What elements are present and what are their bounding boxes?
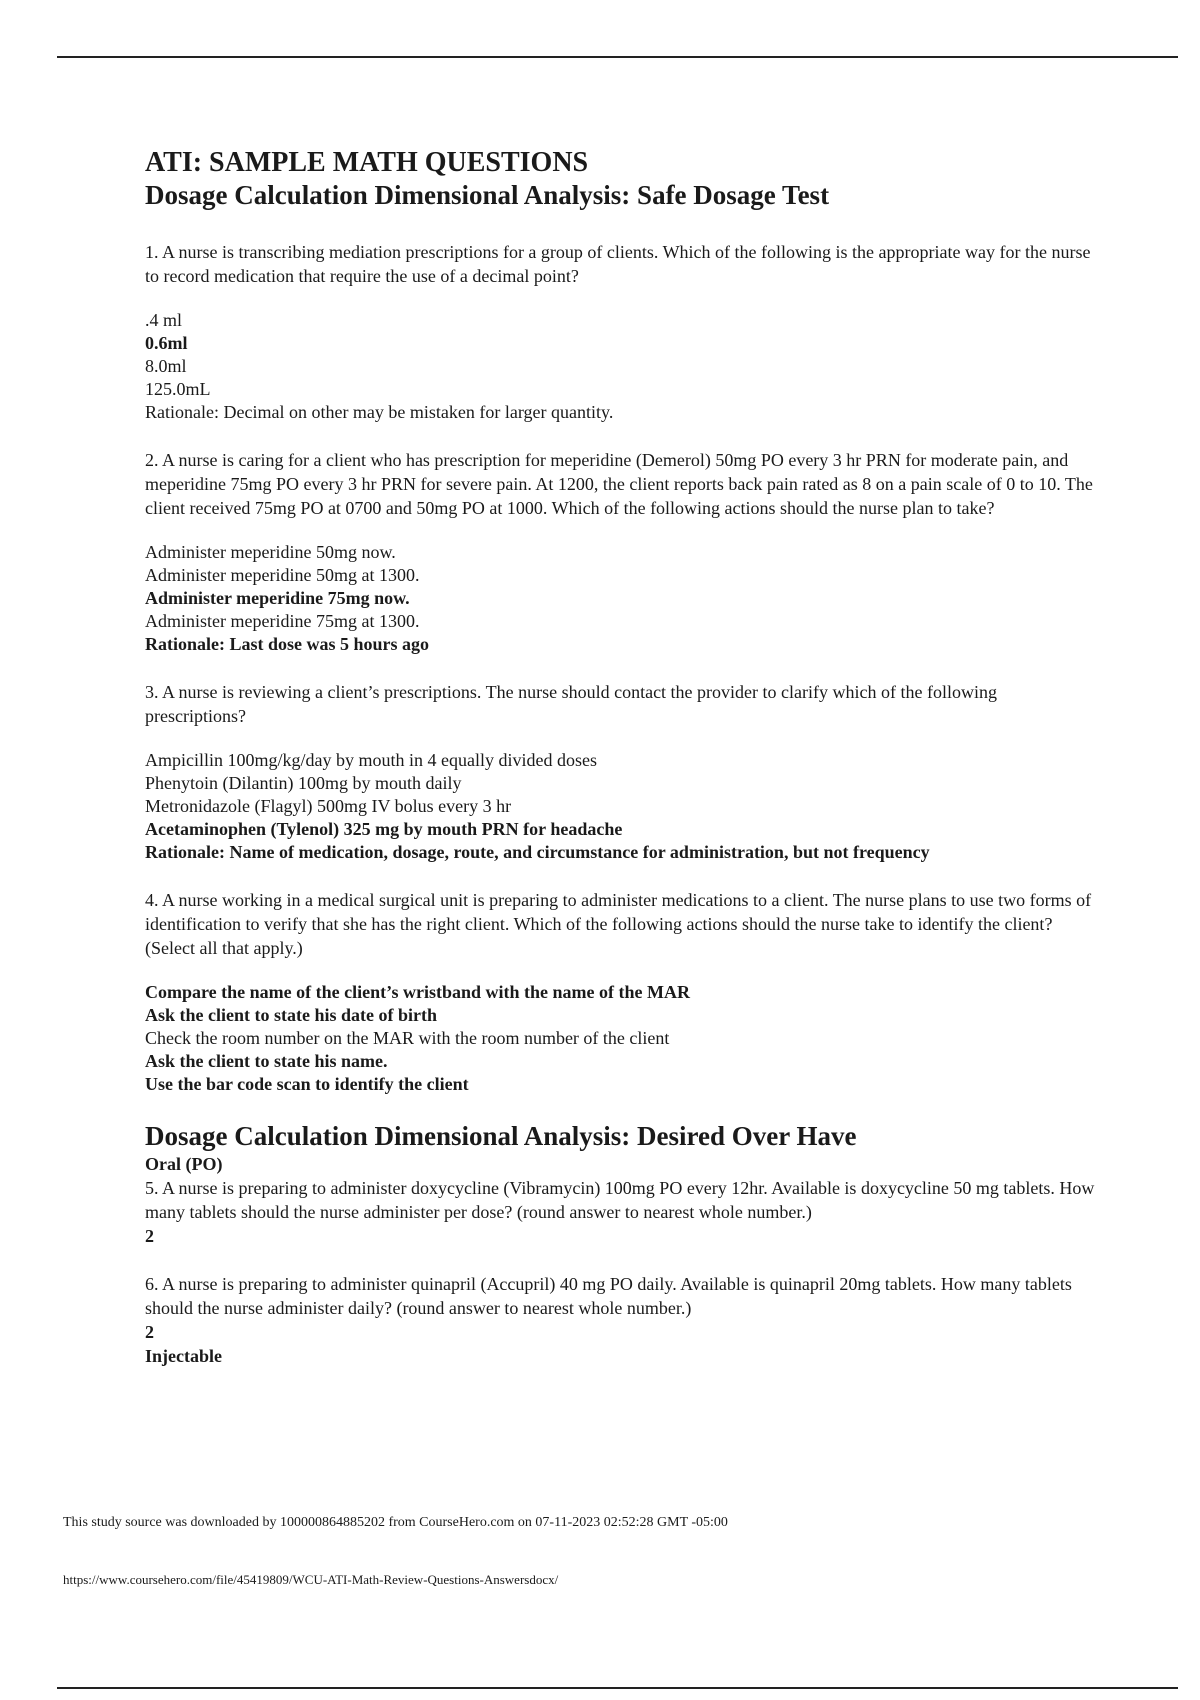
option-correct: Ask the client to state his date of birth	[145, 1005, 437, 1025]
answer-6: 2	[145, 1322, 154, 1342]
source-url: https://www.coursehero.com/file/45419809/WCU-ATI-Math-Review-Questions-Answersdocx/	[63, 1572, 559, 1587]
option-correct: Ask the client to state his name.	[145, 1051, 388, 1071]
rationale: Rationale: Name of medication, dosage, route, and circumstance for administration, but not frequency	[145, 842, 930, 862]
question-6: 6. A nurse is preparing to administer quinapril (Accupril) 40 mg PO daily. Available is quinapril 20mg tablets. How many tablets should the nurse administer daily? (round answer to nearest whole number.)	[145, 1274, 1072, 1318]
subheading-injectable: Injectable	[145, 1346, 222, 1366]
option: Check the room number on the MAR with the room number of the client	[145, 1028, 670, 1048]
question-4: 4. A nurse working in a medical surgical unit is preparing to administer medications to a client. The nurse plans to use two forms of identification to verify that she has the right client. Which of the following actions should the nurse take to identify the client? (Select all that apply.)	[145, 890, 1092, 958]
question-3: 3. A nurse is reviewing a client’s prescriptions. The nurse should contact the provider to clarify which of the following prescriptions?	[145, 682, 997, 726]
option: 125.0mL	[145, 379, 211, 399]
option: Phenytoin (Dilantin) 100mg by mouth daily	[145, 773, 462, 793]
option-correct: Compare the name of the client’s wristband with the name of the MAR	[145, 982, 690, 1002]
answer-5: 2	[145, 1226, 154, 1246]
bottom-rule	[57, 1687, 1178, 1689]
option: Administer meperidine 50mg now.	[145, 542, 396, 562]
question-4-options	[145, 981, 1095, 1096]
question-1-options	[145, 309, 1095, 424]
rationale: Rationale: Last dose was 5 hours ago	[145, 634, 430, 654]
option-correct: Administer meperidine 75mg now.	[145, 588, 410, 608]
subheading-oral: Oral (PO)	[145, 1154, 223, 1174]
rationale: Rationale: Decimal on other may be mistaken for larger quantity.	[145, 402, 614, 422]
download-notice: This study source was downloaded by 100000864885202 from CourseHero.com on 07-11-2023 02:52:28 GMT -05:00	[63, 1515, 728, 1530]
question-1: 1. A nurse is transcribing mediation prescriptions for a group of clients. Which of the following is the appropriate way for the nurse to record medication that require the use of a decimal point?	[145, 242, 1091, 286]
section-title-desired-over-have: Dosage Calculation Dimensional Analysis: Desired Over Have	[145, 1121, 857, 1151]
question-2-options	[145, 541, 1095, 656]
option: Ampicillin 100mg/kg/day by mouth in 4 equally divided doses	[145, 750, 597, 770]
option-correct: 0.6ml	[145, 333, 188, 353]
option: .4 ml	[145, 310, 183, 330]
question-3-options	[145, 749, 1095, 864]
top-rule	[57, 56, 1178, 58]
option: 8.0ml	[145, 356, 187, 376]
option: Administer meperidine 50mg at 1300.	[145, 565, 420, 585]
question-2: 2. A nurse is caring for a client who has prescription for meperidine (Demerol) 50mg PO every 3 hr PRN for moderate pain, and meperidine 75mg PO every 3 hr PRN for severe pain. At 1200, the client reports back pain rated as 8 on a pain scale of 0 to 10. The client received 75mg PO at 0700 and 50mg PO at 1000. Which of the following actions should the nurse plan to take?	[145, 450, 1093, 518]
question-5: 5. A nurse is preparing to administer doxycycline (Vibramycin) 100mg PO every 12hr. Available is doxycycline 50 mg tablets. How many tablets should the nurse administer per dose? (round answer to nearest whole number.)	[145, 1178, 1095, 1222]
section-title-safe-dosage: Dosage Calculation Dimensional Analysis: Safe Dosage Test	[145, 180, 830, 210]
option: Metronidazole (Flagyl) 500mg IV bolus every 3 hr	[145, 796, 512, 816]
option-correct: Acetaminophen (Tylenol) 325 mg by mouth PRN for headache	[145, 819, 623, 839]
option-correct: Use the bar code scan to identify the client	[145, 1074, 469, 1094]
document-body	[145, 146, 1095, 1368]
option: Administer meperidine 75mg at 1300.	[145, 611, 420, 631]
document-title: ATI: SAMPLE MATH QUESTIONS	[145, 147, 589, 178]
